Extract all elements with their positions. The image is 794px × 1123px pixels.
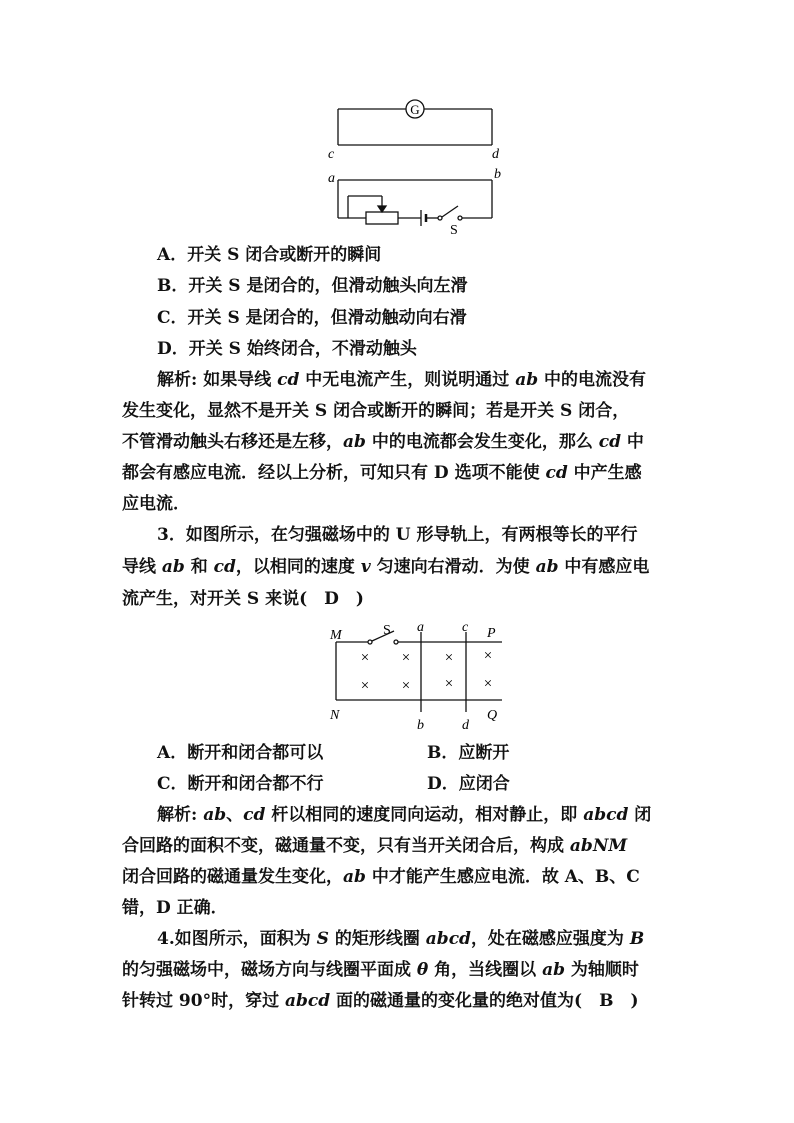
q3-option-a: A．断开和闭合都可以 (157, 743, 324, 763)
q3-stem-line1: 3．如图所示，在匀强磁场中的 U 形导轨上，有两根等长的平行 (157, 525, 638, 545)
field-cross: × (360, 678, 370, 694)
q2-analysis-line4: 都会有感应电流．经以上分析，可知只有 D 选项不能使 cd 中产生感 (122, 463, 642, 483)
q2-option-a: A．开关 S 闭合或断开的瞬间 (157, 245, 382, 265)
fig2-label-d: d (462, 718, 469, 733)
field-cross: × (360, 650, 370, 666)
q3-option-b: B．应断开 (427, 743, 510, 763)
q2-option-d: D．开关 S 始终闭合，不滑动触头 (157, 339, 417, 359)
q2-analysis-line1: 解析: 如果导线 cd 中无电流产生，则说明通过 ab 中的电流没有 (157, 370, 647, 390)
q3-analysis-line1: 解析: ab、cd 杆以相同的速度同向运动，相对静止，即 abcd 闭 (157, 805, 652, 825)
rails-figure-magnetic-field (326, 618, 512, 736)
q3-stem-line3: 流产生，对开关 S 来说( D ) (122, 589, 364, 609)
q2-analysis-line3: 不管滑动触头右移还是左移，ab 中的电流都会发生变化，那么 cd 中 (122, 432, 644, 452)
q4-stem-line1: 4.如图所示，面积为 S 的矩形线圈 abcd，处在磁感应强度为 B (157, 929, 645, 949)
analysis-label: 解析 (157, 370, 191, 390)
fig2-label-c: c (462, 620, 469, 635)
field-cross: × (483, 676, 493, 692)
analysis-label: 解析 (157, 805, 191, 825)
fig1-label-b: b (494, 167, 501, 182)
q3-analysis-line4: 错，D 正确． (122, 898, 228, 918)
fig1-label-a: a (328, 171, 335, 186)
fig2-label-p: P (487, 626, 496, 641)
field-cross: × (401, 678, 411, 694)
fig2-label-s: S (383, 623, 391, 638)
fig1-label-c: c (328, 147, 335, 162)
q3-analysis-line2: 合回路的面积不变，磁通量不变，只有当开关闭合后，构成 abNM (122, 836, 628, 856)
fig2-label-a: a (417, 620, 424, 635)
field-cross: × (444, 650, 454, 666)
q3-stem-line2: 导线 ab 和 cd，以相同的速度 v 匀速向右滑动．为使 ab 中有感应电 (122, 557, 650, 577)
q3-option-d: D．应闭合 (427, 774, 510, 794)
switch-symbol (442, 206, 458, 217)
fig1-label-g: G (410, 102, 420, 117)
circuit-figure-galvanometer (326, 96, 504, 236)
q3-analysis-line3: 闭合回路的磁通量发生变化，ab 中才能产生感应电流．故 A、B、C (122, 867, 640, 887)
q3-option-c: C．断开和闭合都不行 (157, 774, 324, 794)
field-cross: × (483, 648, 493, 664)
q2-analysis-line2: 发生变化，显然不是开关 S 闭合或断开的瞬间；若是开关 S 闭合， (122, 401, 630, 421)
q2-option-c: C．开关 S 是闭合的，但滑动触动向右滑 (157, 308, 467, 328)
field-cross: × (401, 650, 411, 666)
q2-option-b: B．开关 S 是闭合的，但滑动触头向左滑 (157, 276, 468, 296)
fig2-label-b: b (417, 718, 424, 733)
q4-stem-line3: 针转过 90°时，穿过 abcd 面的磁通量的变化量的绝对值为( B ) (122, 991, 639, 1011)
fig1-label-d: d (492, 147, 499, 162)
q4-stem-line2: 的匀强磁场中，磁场方向与线圈平面成 θ 角，当线圈以 ab 为轴顺时 (122, 960, 639, 980)
rheostat-symbol (366, 212, 398, 224)
fig2-label-m: M (330, 628, 342, 643)
fig2-label-n: N (330, 708, 340, 723)
fig1-label-s: S (450, 223, 458, 236)
q2-analysis-line5: 应电流． (122, 494, 190, 514)
fig2-label-q: Q (487, 708, 498, 723)
field-cross: × (444, 676, 454, 692)
